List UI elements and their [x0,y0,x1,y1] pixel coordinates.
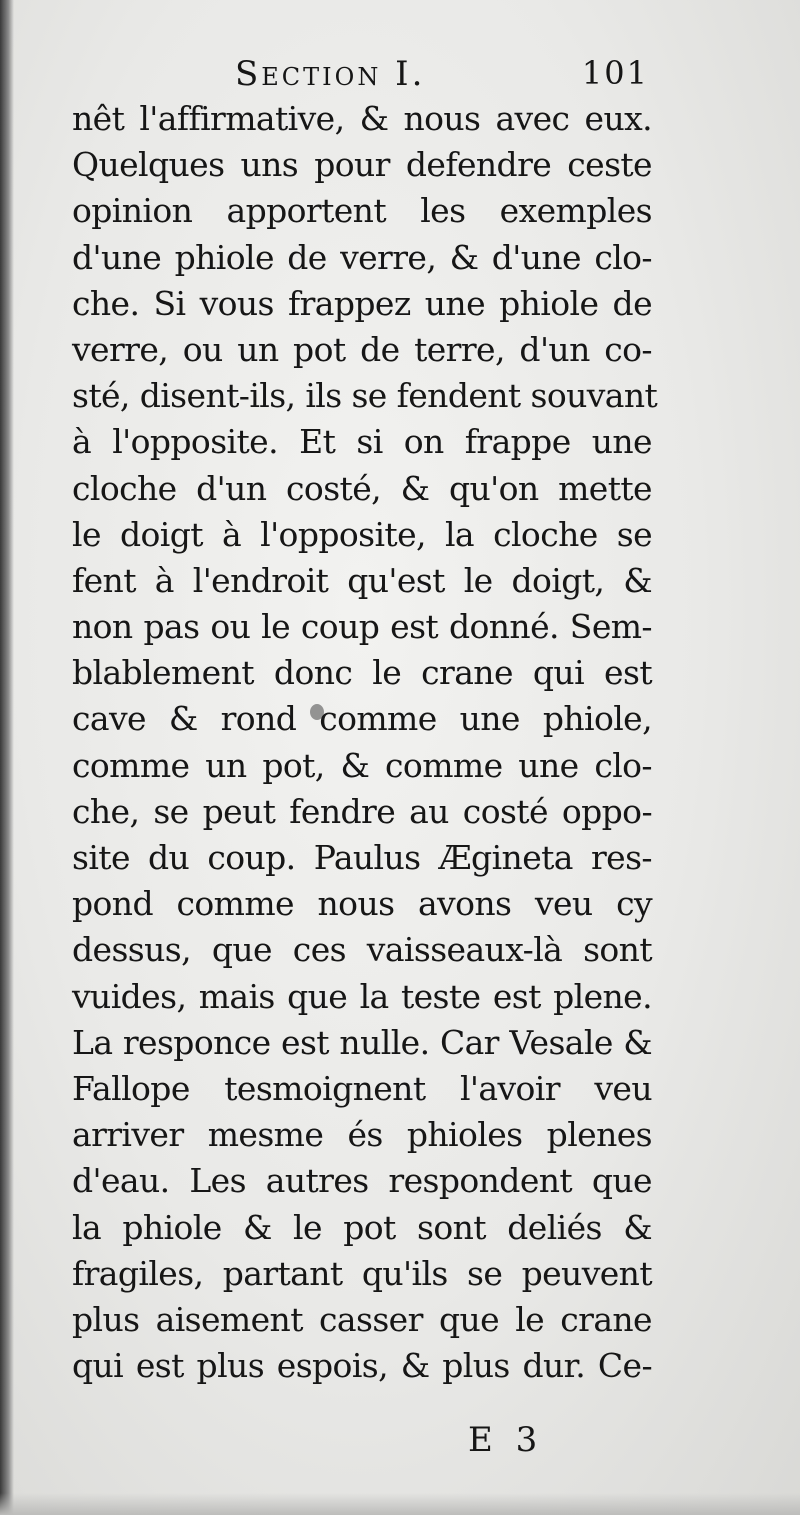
body-text [72,96,658,1389]
text-line: blablement donc le crane qui est [72,653,652,693]
text-line: fragiles, partant qu'ils se peuvent [72,1253,652,1293]
text-line: dessus, que ces vaisseaux-là sont [72,930,652,970]
text-line: pond comme nous avons veu cy [72,884,652,924]
text-line: comme un pot, & comme une clo- [72,745,652,785]
page-number: 101 [581,54,649,92]
signature-mark: E 3 [468,1420,544,1460]
text-line: verre, ou un pot de terre, d'un co- [72,329,652,369]
text-line: Quelques uns pour defendre ceste [72,145,652,185]
text-line: cave & rond comme une phiole, [72,699,652,739]
text-line: la phiole & le pot sont deliés & [72,1207,652,1247]
section-title: Section I. [235,54,426,94]
text-line: La responce est nulle. Car Vesale & [72,1022,652,1062]
text-line: à l'opposite. Et si on frappe une [72,422,652,462]
running-header [75,50,655,98]
text-line: d'une phiole de verre, & d'une clo- [72,237,652,277]
text-line: qui est plus espois, & plus dur. Ce- [72,1346,652,1386]
text-line: vuides, mais que la teste est plene. [72,976,652,1016]
text-line: opinion apportent les exemples [72,191,652,231]
text-line: Fallope tesmoignent l'avoir veu [72,1068,652,1108]
text-line: che. Si vous frappez une phiole de [72,283,652,323]
binding-gutter [0,0,14,1515]
text-line: site du coup. Paulus Ægineta res- [72,838,652,877]
text-line: le doigt à l'opposite, la cloche se [72,514,652,554]
text-line: che, se peut fendre au costé oppo- [72,791,652,831]
text-line: fent à l'endroit qu'est le doigt, & [72,560,652,600]
text-line: d'eau. Les autres respondent que [72,1161,652,1201]
text-line: sté, disent-ils, ils se fendent souvant [72,376,658,416]
text-line: non pas ou le coup est donné. Sem- [72,607,652,647]
text-line: cloche d'un costé, & qu'on mette [72,468,652,508]
text-line: nêt l'affirmative, & nous avec eux. [72,99,652,138]
text-line: arriver mesme és phioles plenes [72,1115,652,1155]
text-line: plus aisement casser que le crane [72,1299,652,1339]
page-bottom-edge [0,1493,800,1515]
